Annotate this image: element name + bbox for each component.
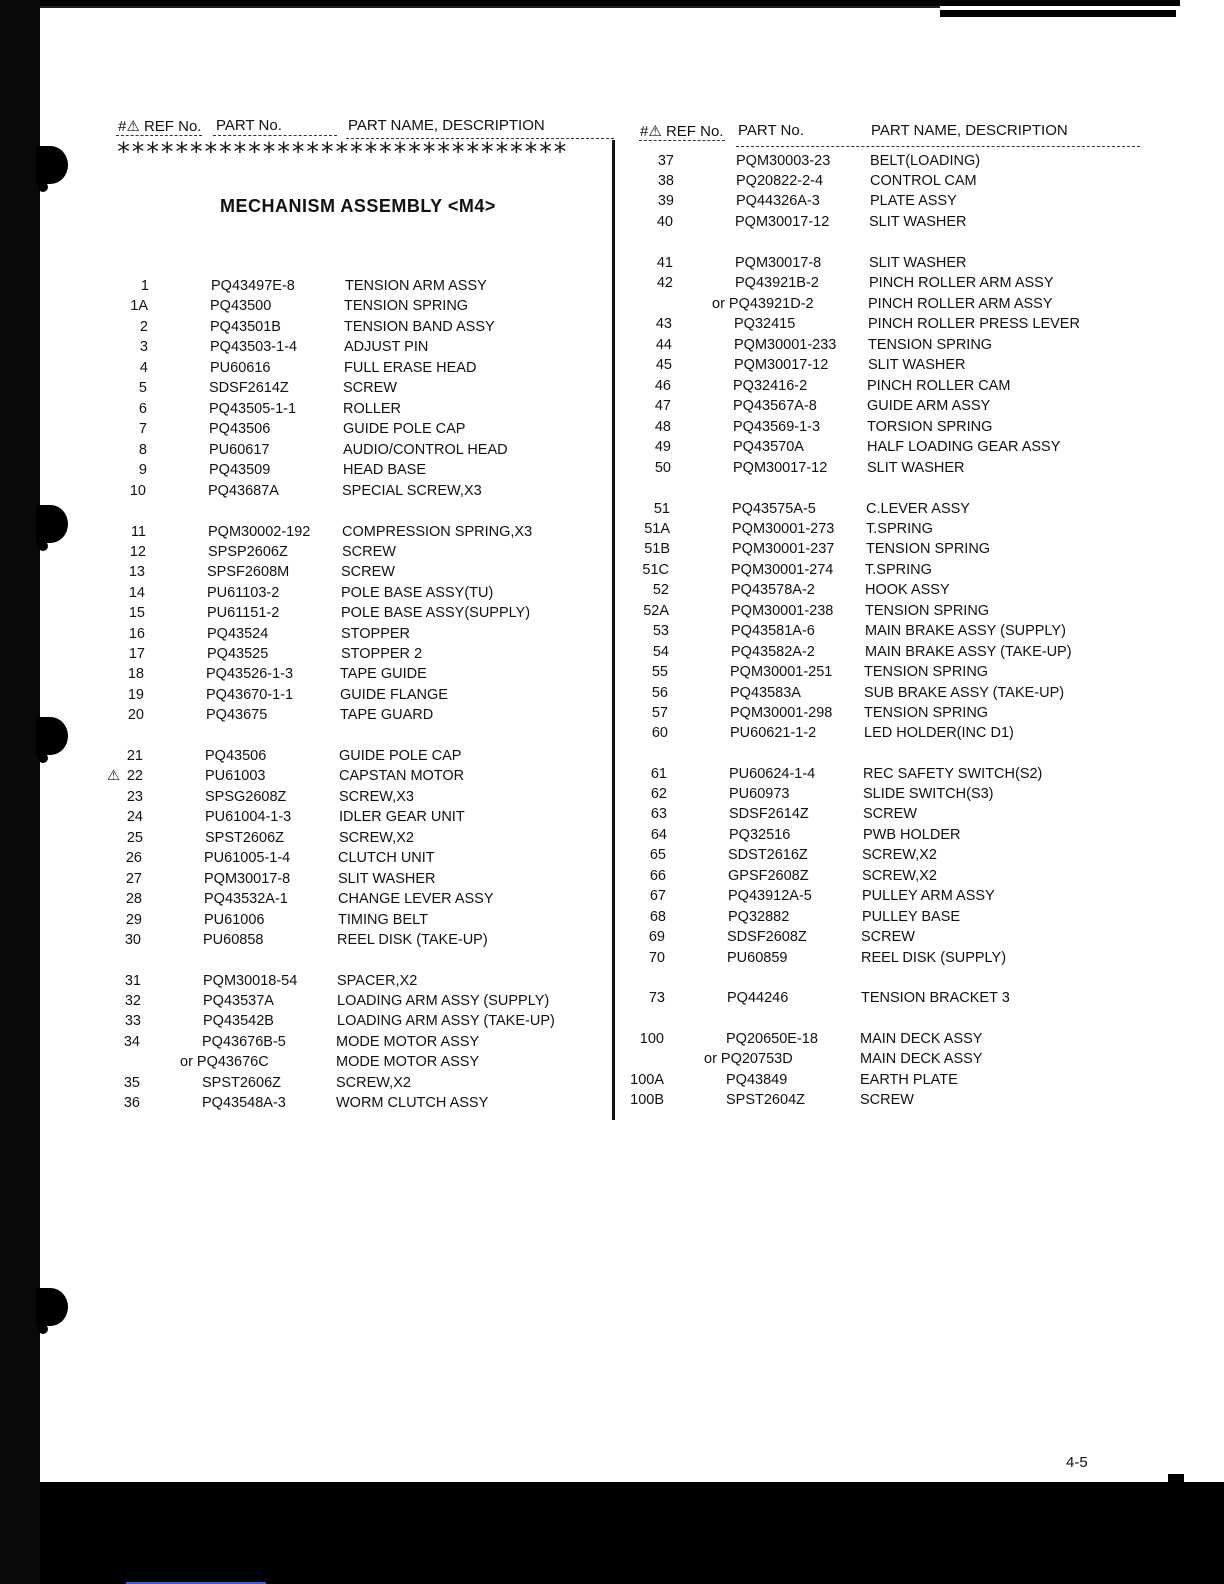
part-no: PQM30017-12 xyxy=(735,214,830,230)
ref-no: 16 xyxy=(128,626,145,642)
part-description: MODE MOTOR ASSY xyxy=(336,1054,480,1070)
ref-no: 52A xyxy=(643,603,669,619)
part-no: PQ43509 xyxy=(209,462,271,478)
part-no: PU61004-1-3 xyxy=(205,809,292,825)
part-no: PQ43675 xyxy=(206,707,268,723)
part-description: SUB BRAKE ASSY (TAKE-UP) xyxy=(864,685,1065,701)
ref-no: 41 xyxy=(656,255,673,271)
part-no: PU61151-2 xyxy=(207,605,280,621)
part-description: IDLER GEAR UNIT xyxy=(339,809,465,825)
part-no: PQ32415 xyxy=(734,316,796,332)
scan-top-border-right xyxy=(940,10,1176,17)
asterisk-divider: ******************************* xyxy=(116,137,568,166)
part-description: LOADING ARM ASSY (TAKE-UP) xyxy=(337,1013,555,1029)
ref-no: 42 xyxy=(656,275,673,291)
part-description: TENSION BRACKET 3 xyxy=(861,990,1010,1006)
ref-no: 36 xyxy=(123,1095,140,1111)
ref-no: 32 xyxy=(124,993,141,1009)
ref-no: 2 xyxy=(139,319,148,335)
part-no: PQM30017-8 xyxy=(735,255,822,271)
part-description: TENSION SPRING xyxy=(865,603,990,619)
ref-no: 56 xyxy=(651,685,668,701)
part-no: PQ43506 xyxy=(209,421,271,437)
ref-no: 54 xyxy=(652,644,669,660)
ref-no: 5 xyxy=(138,380,147,396)
ref-no: 51A xyxy=(644,521,670,537)
part-no: PU60616 xyxy=(210,360,271,376)
part-no: PQM30001-298 xyxy=(730,705,833,721)
part-no-header: PART No. xyxy=(738,122,804,139)
ref-no: 68 xyxy=(649,909,666,925)
ref-no: 100A xyxy=(630,1072,664,1088)
ref-no: 46 xyxy=(654,378,671,394)
part-no: PQM30001-238 xyxy=(731,603,834,619)
ref-no: 14 xyxy=(128,585,145,601)
part-description: BELT(LOADING) xyxy=(870,153,981,169)
part-no: PU60621-1-2 xyxy=(730,725,817,741)
part-description: WORM CLUTCH ASSY xyxy=(336,1095,489,1111)
part-description: PINCH ROLLER ARM ASSY xyxy=(868,296,1053,312)
section-title: MECHANISM ASSEMBLY <M4> xyxy=(220,196,496,216)
ref-no: 48 xyxy=(654,419,671,435)
part-description: SCREW xyxy=(343,380,397,396)
part-description: MAIN DECK ASSY xyxy=(860,1031,983,1047)
part-no: PQM30001-273 xyxy=(732,521,835,537)
part-description: TENSION SPRING xyxy=(864,705,989,721)
part-description: EARTH PLATE xyxy=(860,1072,958,1088)
part-description: SCREW,X2 xyxy=(339,830,414,846)
header-underline xyxy=(639,140,725,141)
part-no: PQ43542B xyxy=(203,1013,274,1029)
part-no: PU61103-2 xyxy=(207,585,280,601)
part-no: PQ43501B xyxy=(210,319,281,335)
ref-no: 47 xyxy=(654,398,671,414)
part-no: PQ43582A-2 xyxy=(731,644,815,660)
part-description: STOPPER xyxy=(341,626,411,642)
part-description: CLUTCH UNIT xyxy=(338,850,435,866)
part-no: PU60859 xyxy=(727,950,788,966)
ref-no: 20 xyxy=(127,707,144,723)
ref-no: 70 xyxy=(648,950,665,966)
part-no: PQ43570A xyxy=(733,439,804,455)
part-description: HEAD BASE xyxy=(343,462,426,478)
ref-no: 51C xyxy=(642,562,669,578)
description-header: PART NAME, DESCRIPTION xyxy=(871,122,1068,139)
part-no: SPST2604Z xyxy=(726,1092,805,1108)
binder-hole xyxy=(36,1288,68,1326)
ref-no: 22 xyxy=(126,768,143,784)
part-no: PQ43505-1-1 xyxy=(209,401,297,417)
ref-no: 9 xyxy=(138,462,147,478)
ref-no: 7 xyxy=(138,421,147,437)
part-no: SPSP2606Z xyxy=(208,544,288,560)
part-description: SCREW,X3 xyxy=(339,789,414,805)
part-description: TENSION SPRING xyxy=(868,337,993,353)
part-description: SLIT WASHER xyxy=(338,871,436,887)
ref-no: 21 xyxy=(126,748,143,764)
safety-warning-icon: ⚠ xyxy=(107,768,120,784)
ref-no: 57 xyxy=(651,705,668,721)
part-no: PQM30002-192 xyxy=(208,524,311,540)
ref-no: 24 xyxy=(126,809,143,825)
part-no: PQM30018-54 xyxy=(203,973,298,989)
part-no: PQM30003-23 xyxy=(736,153,831,169)
part-description: TENSION ARM ASSY xyxy=(345,278,487,294)
part-description: TENSION SPRING xyxy=(866,541,991,557)
ref-no: 66 xyxy=(649,868,666,884)
part-no: PU60973 xyxy=(729,786,790,802)
part-no: PU61003 xyxy=(205,768,266,784)
part-description: PINCH ROLLER CAM xyxy=(867,378,1011,394)
ref-no: 65 xyxy=(649,847,666,863)
ref-no: 19 xyxy=(127,687,144,703)
part-description: SPACER,X2 xyxy=(337,973,418,989)
ref-no: 45 xyxy=(655,357,672,373)
part-no: PQ43921B-2 xyxy=(735,275,819,291)
part-no: PQ43506 xyxy=(205,748,267,764)
scan-left-border xyxy=(0,0,40,1584)
ref-no: 17 xyxy=(128,646,145,662)
ref-no: 44 xyxy=(655,337,672,353)
part-no: PU60617 xyxy=(209,442,270,458)
ref-no: 51 xyxy=(653,501,670,517)
part-no: PQ43567A-8 xyxy=(733,398,817,414)
binder-hole xyxy=(36,717,68,755)
ref-no: 38 xyxy=(657,173,674,189)
part-description: PWB HOLDER xyxy=(863,827,961,843)
ref-no: 62 xyxy=(650,786,667,802)
ref-no: 26 xyxy=(125,850,142,866)
part-description: MODE MOTOR ASSY xyxy=(336,1034,480,1050)
part-description: PINCH ROLLER ARM ASSY xyxy=(869,275,1054,291)
part-description: MAIN BRAKE ASSY (TAKE-UP) xyxy=(865,644,1072,660)
ref-no: 60 xyxy=(651,725,668,741)
part-description: SCREW,X2 xyxy=(862,868,937,884)
ref-no: 18 xyxy=(127,666,144,682)
part-description: SCREW xyxy=(863,806,917,822)
ref-no: 30 xyxy=(124,932,141,948)
ref-no-header: #⚠ REF No. xyxy=(640,123,724,140)
part-description: C.LEVER ASSY xyxy=(866,501,970,517)
part-description: SCREW xyxy=(861,929,915,945)
part-description: COMPRESSION SPRING,X3 xyxy=(342,524,533,540)
ref-no: 73 xyxy=(648,990,665,1006)
ref-no: 52 xyxy=(652,582,669,598)
ref-no: 34 xyxy=(123,1034,140,1050)
part-description: LOADING ARM ASSY (SUPPLY) xyxy=(337,993,550,1009)
ref-no: 51B xyxy=(644,541,670,557)
ref-no: 12 xyxy=(129,544,146,560)
part-no: PQ43497E-8 xyxy=(211,278,295,294)
description-header: PART NAME, DESCRIPTION xyxy=(348,117,545,134)
part-description: REC SAFETY SWITCH(S2) xyxy=(863,766,1043,782)
part-no: PQM30017-8 xyxy=(204,871,291,887)
ref-no: 11 xyxy=(130,524,146,540)
part-description: CONTROL CAM xyxy=(870,173,977,189)
ref-no: 28 xyxy=(125,891,142,907)
part-description: HALF LOADING GEAR ASSY xyxy=(867,439,1061,455)
part-no: GPSF2608Z xyxy=(728,868,809,884)
page-number: 4-5 xyxy=(1066,1454,1088,1471)
ref-no-header: #⚠ REF No. xyxy=(118,118,202,135)
part-description: ROLLER xyxy=(343,401,402,417)
part-no: PQ43575A-5 xyxy=(732,501,816,517)
part-no: SPST2606Z xyxy=(205,830,284,846)
ref-no: 33 xyxy=(124,1013,141,1029)
part-no: or PQ43676C xyxy=(180,1054,269,1070)
part-description: SCREW xyxy=(342,544,396,560)
part-no: SPSG2608Z xyxy=(205,789,287,805)
part-description: TIMING BELT xyxy=(338,912,428,928)
ref-no: 8 xyxy=(138,442,147,458)
part-no: PQ44326A-3 xyxy=(736,193,820,209)
ref-no: 29 xyxy=(125,912,142,928)
part-no: or PQ20753D xyxy=(704,1051,793,1067)
ref-no: 100 xyxy=(639,1031,664,1047)
part-description: TENSION SPRING xyxy=(344,298,469,314)
part-description: SLIT WASHER xyxy=(868,357,966,373)
part-description: TENSION SPRING xyxy=(864,664,989,680)
part-description: POLE BASE ASSY(SUPPLY) xyxy=(341,605,531,621)
part-description: POLE BASE ASSY(TU) xyxy=(341,585,494,601)
ref-no: 64 xyxy=(650,827,667,843)
part-no: PQ32882 xyxy=(728,909,790,925)
part-no: SDSF2608Z xyxy=(727,929,807,945)
part-description: SCREW xyxy=(860,1092,914,1108)
part-description: MAIN DECK ASSY xyxy=(860,1051,983,1067)
ref-no: 69 xyxy=(648,929,665,945)
ref-no: 4 xyxy=(139,360,148,376)
header-underline xyxy=(736,146,1140,147)
ref-no: 67 xyxy=(649,888,666,904)
part-description: SLIDE SWITCH(S3) xyxy=(863,786,994,802)
part-description: SLIT WASHER xyxy=(869,255,967,271)
part-no: PQ43526-1-3 xyxy=(206,666,294,682)
part-description: TAPE GUARD xyxy=(340,707,434,723)
part-description: TAPE GUIDE xyxy=(340,666,427,682)
part-no: PU61006 xyxy=(204,912,265,928)
part-description: GUIDE ARM ASSY xyxy=(867,398,991,414)
part-description: PLATE ASSY xyxy=(870,193,957,209)
ref-no: 10 xyxy=(129,483,146,499)
part-description: PULLEY BASE xyxy=(862,909,961,925)
part-no: PQ43687A xyxy=(208,483,279,499)
part-no: PQ43532A-1 xyxy=(204,891,288,907)
header-underline xyxy=(116,135,202,136)
part-no: PQ43500 xyxy=(210,298,272,314)
part-no: PQM30017-12 xyxy=(734,357,829,373)
part-description: STOPPER 2 xyxy=(341,646,423,662)
part-no: PQ20650E-18 xyxy=(726,1031,818,1047)
part-description: SCREW,X2 xyxy=(336,1075,411,1091)
part-no: PQ43581A-6 xyxy=(731,623,815,639)
part-no: PQ43912A-5 xyxy=(728,888,812,904)
part-no: PQM30001-251 xyxy=(730,664,833,680)
part-description: SCREW,X2 xyxy=(862,847,937,863)
ref-no: 1A xyxy=(130,298,148,314)
part-description: HOOK ASSY xyxy=(865,582,950,598)
part-no: PQ43583A xyxy=(730,685,801,701)
part-description: MAIN BRAKE ASSY (SUPPLY) xyxy=(865,623,1066,639)
ref-no: 37 xyxy=(657,153,674,169)
part-description: T.SPRING xyxy=(865,562,932,578)
ref-no: 50 xyxy=(654,460,671,476)
part-no: PQ43849 xyxy=(726,1072,788,1088)
part-no: SPSF2608M xyxy=(207,564,290,580)
part-no: PQ32516 xyxy=(729,827,791,843)
scan-top-border-thin xyxy=(40,6,940,8)
part-no: PQ43676B-5 xyxy=(202,1034,286,1050)
part-description: GUIDE POLE CAP xyxy=(339,748,462,764)
part-no: PQ43548A-3 xyxy=(202,1095,286,1111)
header-underline xyxy=(213,135,337,136)
ref-no: 31 xyxy=(124,973,141,989)
ref-no: 27 xyxy=(125,871,142,887)
part-description: PINCH ROLLER PRESS LEVER xyxy=(868,316,1080,332)
ref-no: 63 xyxy=(650,806,667,822)
part-description: FULL ERASE HEAD xyxy=(344,360,477,376)
binder-hole xyxy=(36,146,68,184)
part-no: PQM30017-12 xyxy=(733,460,828,476)
binder-hole xyxy=(36,505,68,543)
part-no: or PQ43921D-2 xyxy=(712,296,814,312)
ref-no: 1 xyxy=(140,278,149,294)
ref-no: 6 xyxy=(138,401,147,417)
part-no: PQM30001-237 xyxy=(732,541,835,557)
part-description: LED HOLDER(INC D1) xyxy=(864,725,1014,741)
ref-no: 39 xyxy=(657,193,674,209)
part-no: PQ43578A-2 xyxy=(731,582,815,598)
ref-no: 40 xyxy=(656,214,673,230)
part-description: SCREW xyxy=(341,564,395,580)
ref-no: 15 xyxy=(128,605,145,621)
part-description: T.SPRING xyxy=(866,521,933,537)
ref-no: 13 xyxy=(128,564,145,580)
ref-no: 55 xyxy=(651,664,668,680)
part-no: PQ43569-1-3 xyxy=(733,419,821,435)
ref-no: 25 xyxy=(126,830,143,846)
scan-bottom-border xyxy=(40,1482,1224,1584)
part-no: PQ20822-2-4 xyxy=(736,173,824,189)
part-description: ADJUST PIN xyxy=(344,339,429,355)
part-description: PULLEY ARM ASSY xyxy=(862,888,995,904)
part-no: SDSF2614Z xyxy=(729,806,809,822)
part-no: PQ43524 xyxy=(207,626,269,642)
part-no: PQ43537A xyxy=(203,993,274,1009)
part-description: TENSION BAND ASSY xyxy=(344,319,495,335)
part-description: SLIT WASHER xyxy=(869,214,967,230)
ref-no: 100B xyxy=(630,1092,664,1108)
part-no: PQ43503-1-4 xyxy=(210,339,298,355)
part-no: PU61005-1-4 xyxy=(204,850,291,866)
ref-no: 43 xyxy=(655,316,672,332)
part-no: PQM30001-233 xyxy=(734,337,837,353)
part-no: PU60624-1-4 xyxy=(729,766,816,782)
ref-no: 23 xyxy=(126,789,143,805)
part-description: CAPSTAN MOTOR xyxy=(339,768,465,784)
part-no: PQ43525 xyxy=(207,646,269,662)
part-no: PQ44246 xyxy=(727,990,789,1006)
part-no: SPST2606Z xyxy=(202,1075,281,1091)
part-no: SDSF2614Z xyxy=(209,380,289,396)
part-description: REEL DISK (TAKE-UP) xyxy=(337,932,488,948)
ref-no: 35 xyxy=(123,1075,140,1091)
part-no: PQ43670-1-1 xyxy=(206,687,294,703)
ref-no: 49 xyxy=(654,439,671,455)
ref-no: 3 xyxy=(139,339,148,355)
part-description: GUIDE FLANGE xyxy=(340,687,448,703)
part-description: CHANGE LEVER ASSY xyxy=(338,891,494,907)
part-description: TORSION SPRING xyxy=(867,419,993,435)
part-no: PQ32416-2 xyxy=(733,378,808,394)
ref-no: 61 xyxy=(650,766,667,782)
part-no-header: PART No. xyxy=(216,117,282,134)
part-description: SPECIAL SCREW,X3 xyxy=(342,483,482,499)
part-no: PQM30001-274 xyxy=(731,562,834,578)
part-description: AUDIO/CONTROL HEAD xyxy=(343,442,508,458)
part-no: PU60858 xyxy=(203,932,264,948)
part-description: REEL DISK (SUPPLY) xyxy=(861,950,1007,966)
part-description: SLIT WASHER xyxy=(867,460,965,476)
ref-no: 53 xyxy=(652,623,669,639)
part-no: SDST2616Z xyxy=(728,847,808,863)
part-description: GUIDE POLE CAP xyxy=(343,421,466,437)
